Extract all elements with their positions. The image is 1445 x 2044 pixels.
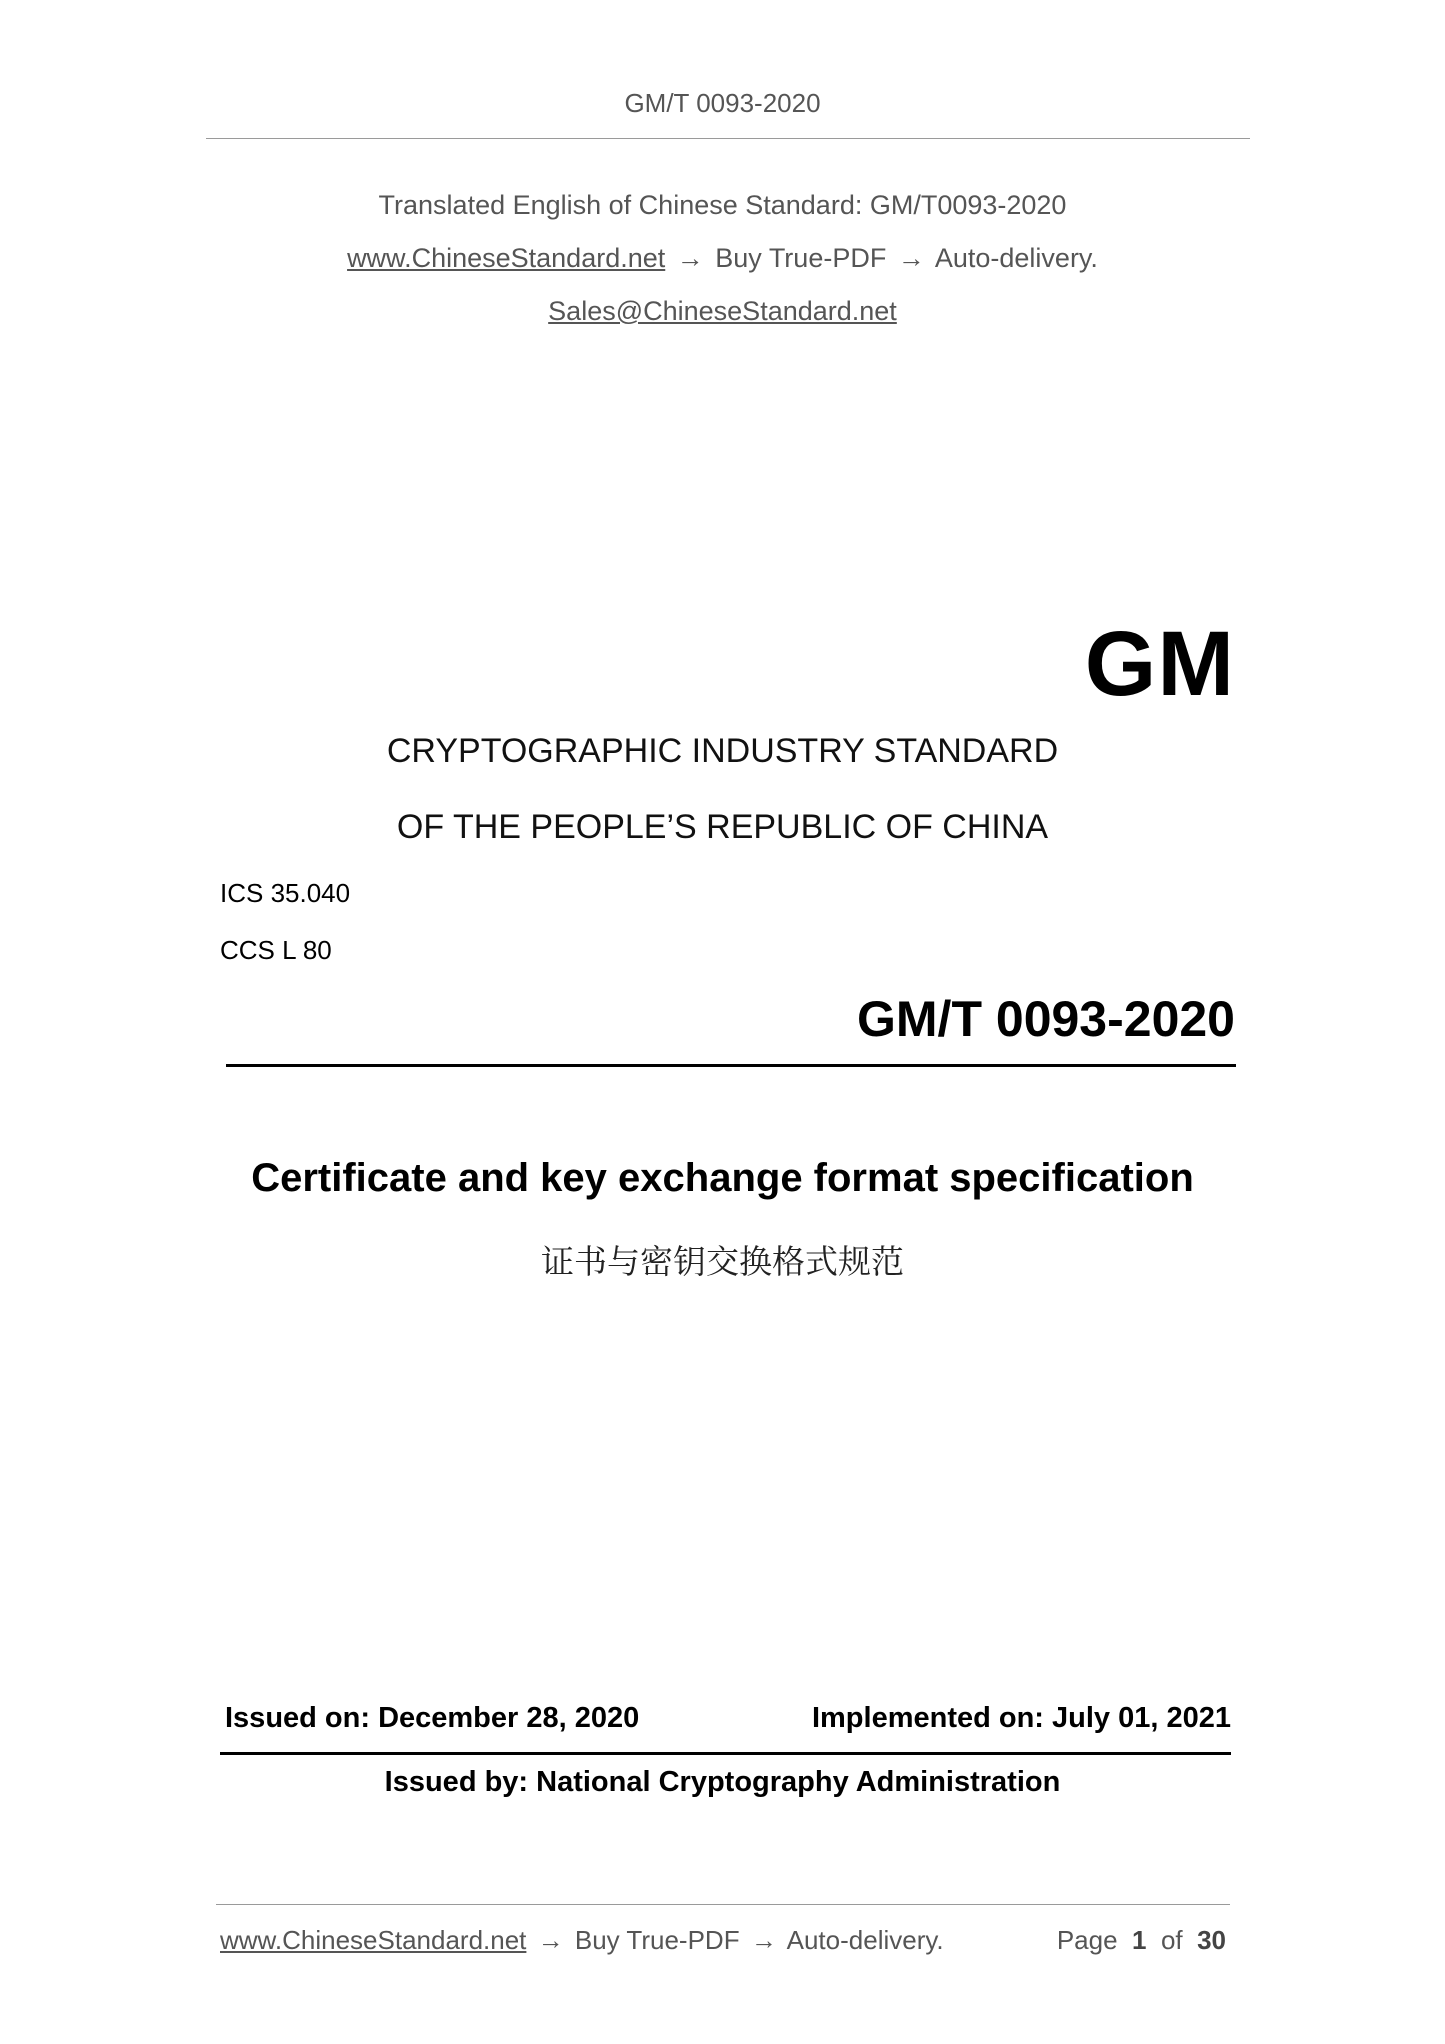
issued-on-date: Issued on: December 28, 2020 (225, 1702, 640, 1734)
footer-delivery-text: Auto-delivery. (786, 1925, 944, 1955)
buy-pdf-text: Buy True-PDF (715, 243, 887, 273)
standard-number: GM/T 0093-2020 (857, 991, 1235, 1047)
sales-email-line (0, 296, 1445, 327)
arrow-right-icon: → (676, 243, 704, 273)
page-current: 1 (1132, 1925, 1147, 1955)
page-total: 30 (1197, 1925, 1226, 1955)
running-header: GM/T 0093-2020 (624, 88, 821, 118)
standard-number-divider (226, 1064, 1236, 1067)
footer-buy-text: Buy True-PDF (574, 1925, 740, 1955)
header-divider (206, 138, 1250, 139)
auto-delivery-text: Auto-delivery. (934, 243, 1098, 273)
sales-email-link[interactable]: Sales@ChineseStandard.net (548, 296, 897, 326)
standard-type-line2: OF THE PEOPLE’S REPUBLIC OF CHINA (396, 808, 1049, 846)
arrow-right-icon: → (897, 243, 925, 273)
promo-buy-line (0, 243, 1445, 274)
translation-notice: Translated English of Chinese Standard: GM/T0093-2020 (378, 190, 1067, 220)
standard-mark: GM (1084, 613, 1235, 715)
footer-website-link[interactable]: www.ChineseStandard.net (220, 1925, 527, 1955)
ccs-code: CCS L 80 (220, 935, 332, 965)
website-link[interactable]: www.ChineseStandard.net (347, 243, 666, 273)
dates-divider (220, 1752, 1231, 1755)
footer-divider (216, 1904, 1230, 1905)
document-title-chinese: 证书与密钥交换格式规范 (541, 1242, 904, 1281)
document-title-english: Certificate and key exchange format specification (251, 1156, 1194, 1200)
issuing-authority: Issued by: National Cryptography Administration (384, 1766, 1061, 1798)
implemented-on-date: Implemented on: July 01, 2021 (811, 1702, 1231, 1734)
ics-code: ICS 35.040 (220, 878, 351, 908)
page-label: Page (1056, 1925, 1118, 1955)
page-of-label: of (1160, 1925, 1183, 1955)
page-indicator (1057, 1925, 1226, 1956)
arrow-right-icon: → (750, 1925, 777, 1955)
footer-promo (220, 1925, 944, 1956)
standard-type-line1: CRYPTOGRAPHIC INDUSTRY STANDARD (386, 732, 1059, 770)
arrow-right-icon: → (537, 1925, 564, 1955)
